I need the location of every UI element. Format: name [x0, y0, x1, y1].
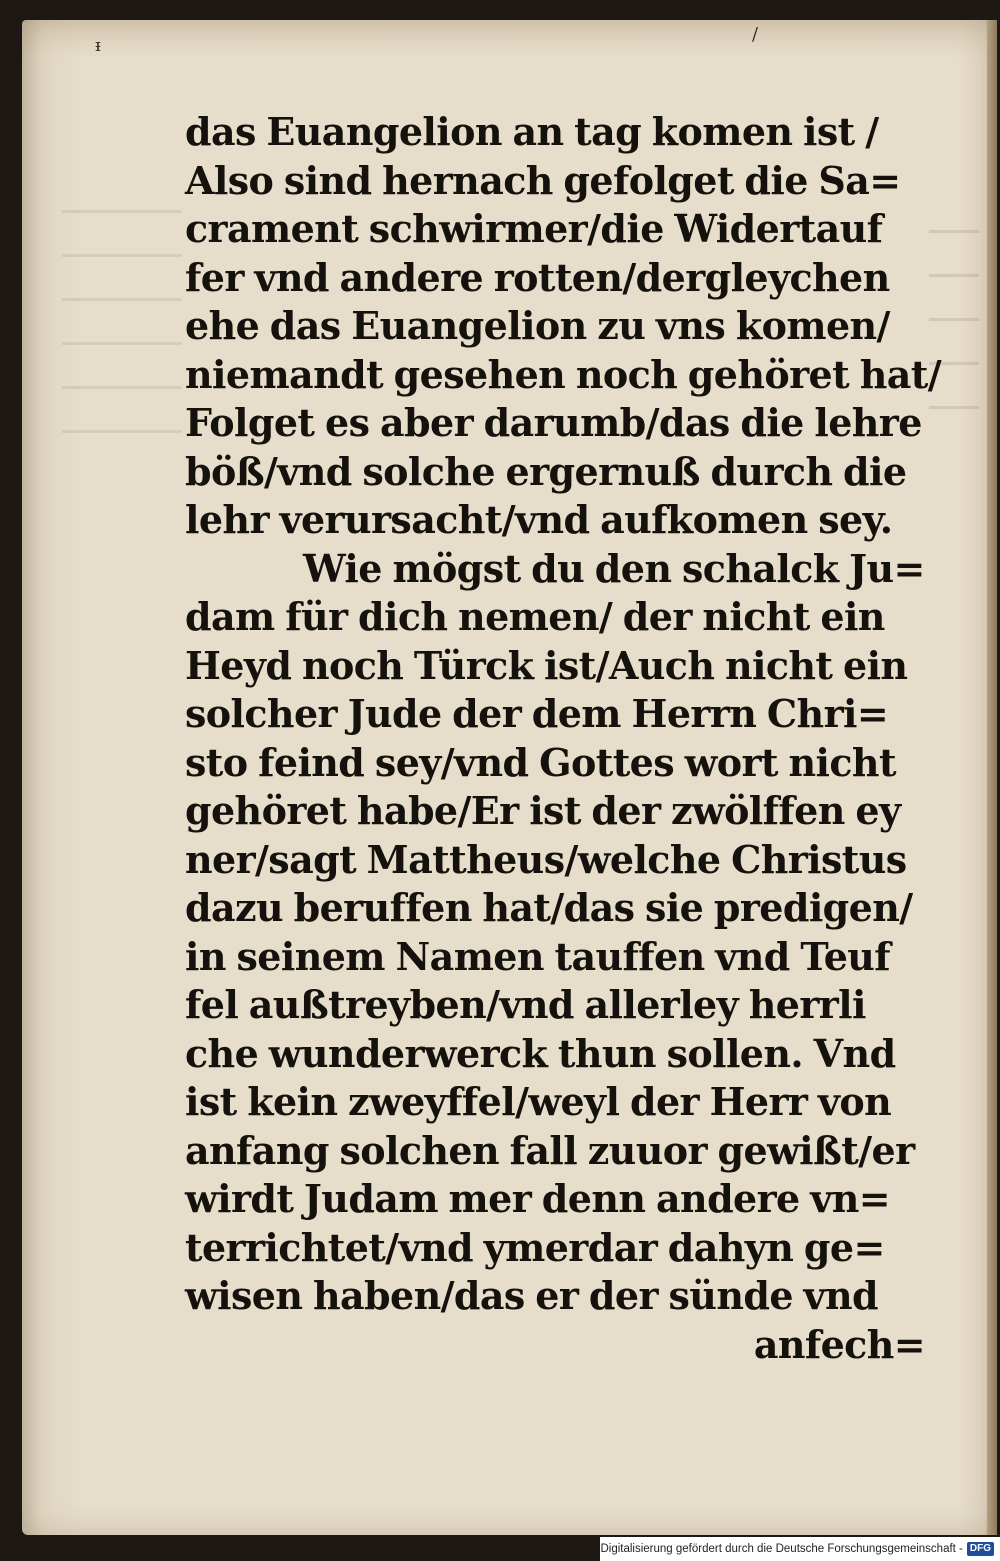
text-line-9: lehr verursacht/vnd aufkomen sey.: [185, 497, 893, 542]
text-line-20: che wunderwerck thun sollen. Vnd: [185, 1030, 896, 1076]
text-line-2: Also sind hernach gefolget die Sa=: [185, 157, 901, 203]
text-line-15: gehöret habe/Er ist der zwölffen ey: [185, 788, 901, 833]
text-line-22: anfang solchen fall zuuor gewißt/er: [185, 1127, 915, 1173]
margin-mark-top-left: ᵻ: [95, 35, 101, 56]
text-line-11: dam für dich nemen/ der nicht ein: [185, 594, 885, 639]
margin-mark-top-right: /: [752, 24, 759, 45]
text-line-14: sto feind sey/vnd Gottes wort nicht: [185, 739, 896, 785]
text-line-1: das Euangelion an tag komen ist /: [185, 109, 879, 154]
page-body-text: [185, 108, 955, 1369]
text-line-24: terrichtet/vnd ymerdar dahyn ge=: [185, 1224, 885, 1270]
text-line-4: fer vnd andere rotten/dergleychen: [185, 254, 890, 300]
text-line-7: Folget es aber darumb/das die lehre: [185, 400, 922, 445]
text-line-6: niemandt gesehen noch gehöret hat/: [185, 351, 941, 397]
text-line-12: Heyd noch Türck ist/Auch nicht ein: [185, 642, 908, 688]
text-line-8: böß/vnd solche ergernuß durch die: [185, 448, 907, 494]
text-line-13: solcher Jude der dem Herrn Chri=: [185, 691, 889, 736]
text-line-21: ist kein zweyffel/weyl der Herr von: [185, 1079, 892, 1124]
text-line-23: wirdt Judam mer denn andere vn=: [185, 1176, 890, 1221]
page-edge: [987, 20, 997, 1535]
text-line-17: dazu beruffen hat/das sie predigen/: [185, 885, 913, 930]
text-line-16: ner/sagt Mattheus/welche Christus: [185, 836, 907, 882]
text-line-5: ehe das Euangelion zu vns komen/: [185, 303, 890, 348]
text-line-3: crament schwirmer/die Widertauf: [185, 206, 883, 251]
text-line-19: fel außtreyben/vnd allerley herrli: [185, 982, 866, 1027]
show-through-left: [62, 210, 182, 470]
catchword: anfech=: [753, 1321, 925, 1367]
digitization-footer: [600, 1537, 1000, 1561]
text-line-25: wisen haben/das er der sünde vnd: [185, 1273, 879, 1318]
footer-credit-text: Digitalisierung gefördert durch die Deutsche Forschungsgemeinschaft -: [600, 1543, 963, 1555]
text-line-10: Wie mögst du den schalck Ju=: [303, 545, 925, 591]
text-line-18: in seinem Namen tauffen vnd Teuf: [185, 933, 891, 979]
dfg-logo: DFG: [967, 1542, 994, 1556]
